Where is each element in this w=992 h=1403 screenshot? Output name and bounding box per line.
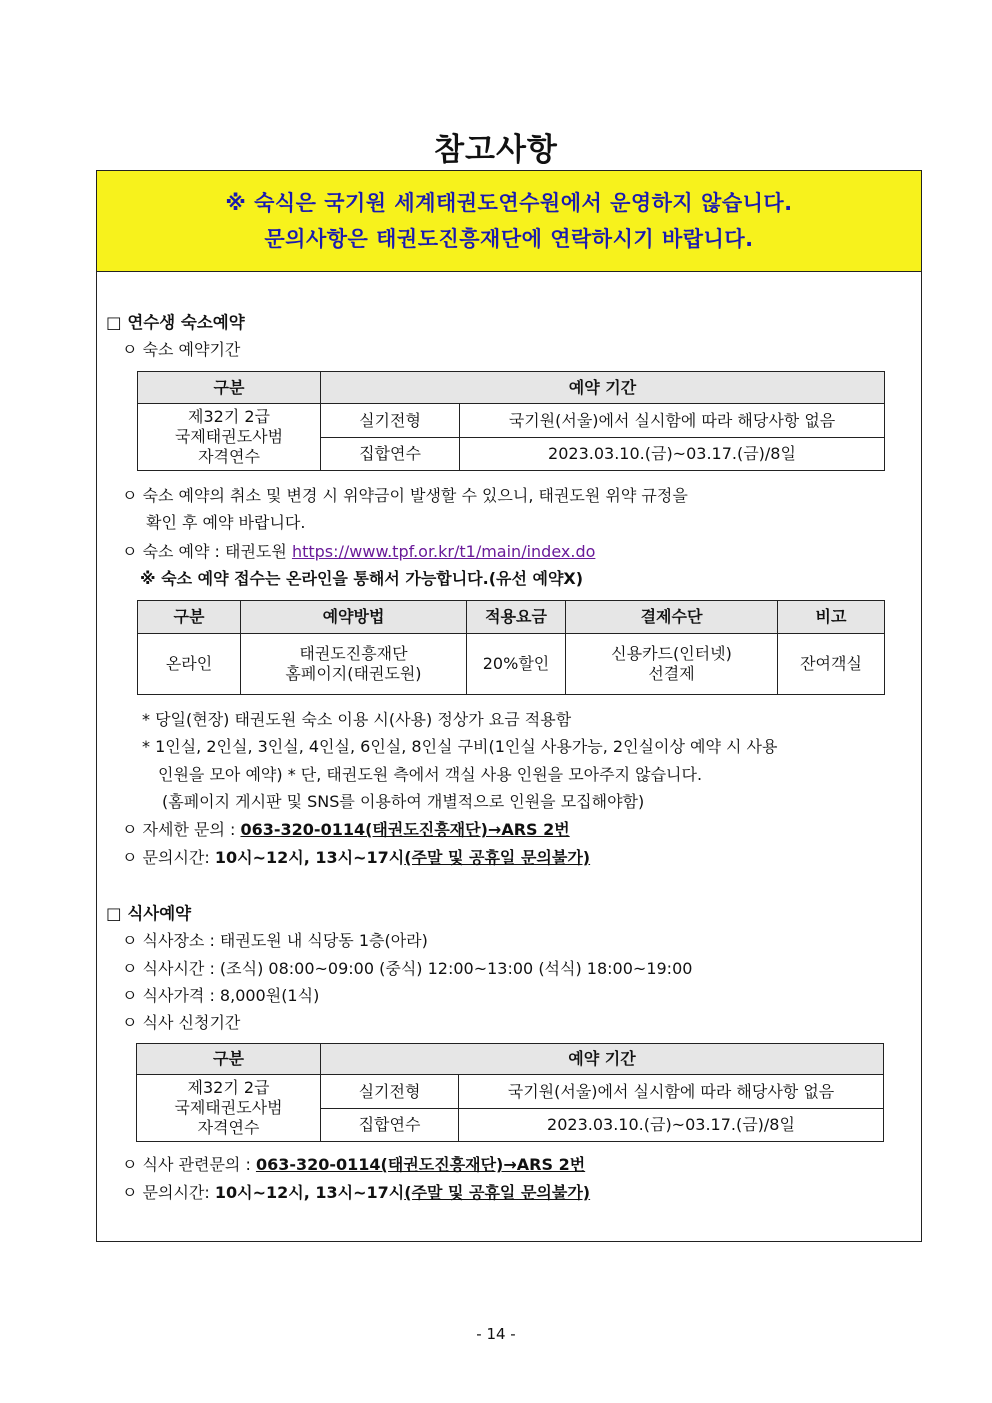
contact-label: ㅇ 식사 관련문의 : (122, 1155, 256, 1174)
lodging-hours (122, 845, 590, 868)
banner-line-1: ※ 숙식은 국기원 세계태권도연수원에서 운영하지 않습니다. (225, 191, 793, 215)
lodging-period-table (137, 371, 885, 471)
meal-period-table (136, 1043, 884, 1142)
room-note-line-3: (홈페이지 게시판 및 SNS를 이용하여 개별적으로 인원을 모집해야함) (162, 792, 645, 811)
room-note-line-1: * 1인실, 2인실, 3인실, 4인실, 6인실, 8인실 구비(1인실 사용가능, 2인실이상 예약 시 사용 (142, 737, 778, 756)
lodging-period-label: ㅇ 숙소 예약기간 (122, 340, 241, 359)
page-number: - 14 - (476, 1325, 516, 1343)
table-header: 예약 기간 (321, 372, 885, 404)
course-line: 자격연수 (198, 447, 260, 466)
type-cell: 집합연수 (321, 1109, 459, 1142)
hours-note: (주말 및 공휴일 문의불가) (404, 1183, 591, 1202)
cancel-note-line-1: ㅇ 숙소 예약의 취소 및 변경 시 위약금이 발생할 수 있으니, 태권도원 위약 규정을 (122, 486, 688, 505)
hours-note: (주말 및 공휴일 문의불가) (404, 848, 591, 867)
hours-value: 10시~12시, 13시~17시 (214, 848, 405, 867)
note-cell: 잔여객실 (778, 634, 885, 695)
course-line: 제32기 2급 (188, 407, 270, 426)
course-line: 국제태권도사범 (174, 427, 284, 446)
meal-period-label: ㅇ 식사 신청기간 (122, 1013, 241, 1032)
method-line: 홈페이지(태권도원) (285, 664, 422, 683)
meal-contact (122, 1152, 585, 1175)
table-header: 예약방법 (241, 601, 467, 634)
lodging-heading: □ 연수생 숙소예약 (106, 313, 245, 332)
reserve-link[interactable]: https://www.tpf.or.kr/t1/main/index.do (291, 542, 596, 561)
table-header: 구분 (138, 601, 241, 634)
payment-line: 신용카드(인터넷) (611, 644, 732, 663)
type-cell: 실기전형 (321, 1075, 459, 1109)
meal-time: ㅇ 식사시간 : (조식) 08:00~09:00 (중식) 12:00~13:00 (석식) 18:00~19:00 (122, 959, 693, 978)
meal-hours (122, 1180, 590, 1203)
contact-phone: 063-320-0114(태권도진흥재단)→ARS 2번 (255, 1155, 586, 1174)
table-header: 구분 (138, 372, 321, 404)
contact-label: ㅇ 자세한 문의 : (122, 820, 241, 839)
method-cell (241, 634, 467, 695)
reserve-label: ㅇ 숙소 예약 : 태권도원 (122, 542, 292, 561)
period-cell: 2023.03.10.(금)~03.17.(금)/8일 (460, 438, 885, 471)
type-cell: 집합연수 (321, 438, 460, 471)
payment-cell (566, 634, 778, 695)
period-cell: 국기원(서울)에서 실시함에 따라 해당사항 없음 (460, 404, 885, 438)
room-note-line-2: 인원을 모아 예약) * 단, 태권도원 측에서 객실 사용 인원을 모아주지 않습니다. (158, 765, 703, 784)
method-type-cell: 온라인 (138, 634, 241, 695)
course-line: 국제태권도사범 (174, 1098, 283, 1117)
table-header: 구분 (137, 1044, 321, 1075)
banner-line-2: 문의사항은 태권도진흥재단에 연락하시기 바랍니다. (264, 227, 754, 251)
period-cell: 2023.03.10.(금)~03.17.(금)/8일 (459, 1109, 884, 1142)
reservation-method-table (137, 600, 885, 695)
course-line: 자격연수 (197, 1118, 260, 1137)
cancel-note-line-2: 확인 후 예약 바랍니다. (146, 513, 306, 532)
period-cell: 국기원(서울)에서 실시함에 따라 해당사항 없음 (459, 1075, 884, 1109)
hours-value: 10시~12시, 13시~17시 (214, 1183, 405, 1202)
page-title: 참고사항 (434, 132, 558, 168)
payment-line: 선결제 (648, 664, 695, 683)
type-cell: 실기전형 (321, 404, 460, 438)
notice-banner (97, 171, 921, 272)
fee-cell: 20%할인 (467, 634, 566, 695)
course-line: 제32기 2급 (187, 1078, 270, 1097)
reserve-line (122, 539, 595, 562)
course-cell (138, 404, 321, 471)
meal-place: ㅇ 식사장소 : 태권도원 내 식당동 1층(아라) (122, 931, 428, 950)
lodging-contact (122, 817, 570, 840)
table-header: 예약 기간 (321, 1044, 884, 1075)
table-header: 결제수단 (566, 601, 778, 634)
table-header: 적용요금 (467, 601, 566, 634)
hours-label: ㅇ 문의시간: (122, 848, 215, 867)
hours-label: ㅇ 문의시간: (122, 1183, 215, 1202)
meal-heading: □ 식사예약 (106, 904, 192, 923)
online-note: ※ 숙소 예약 접수는 온라인을 통해서 가능합니다.(유선 예약X) (140, 569, 584, 588)
course-cell (137, 1075, 321, 1142)
meal-price: ㅇ 식사가격 : 8,000원(1식) (122, 986, 320, 1005)
method-line: 태권도진흥재단 (299, 644, 408, 663)
contact-phone: 063-320-0114(태권도진흥재단)→ARS 2번 (240, 820, 570, 839)
same-day-note: * 당일(현장) 태권도원 숙소 이용 시(사용) 정상가 요금 적용함 (142, 710, 572, 729)
table-header: 비고 (778, 601, 885, 634)
